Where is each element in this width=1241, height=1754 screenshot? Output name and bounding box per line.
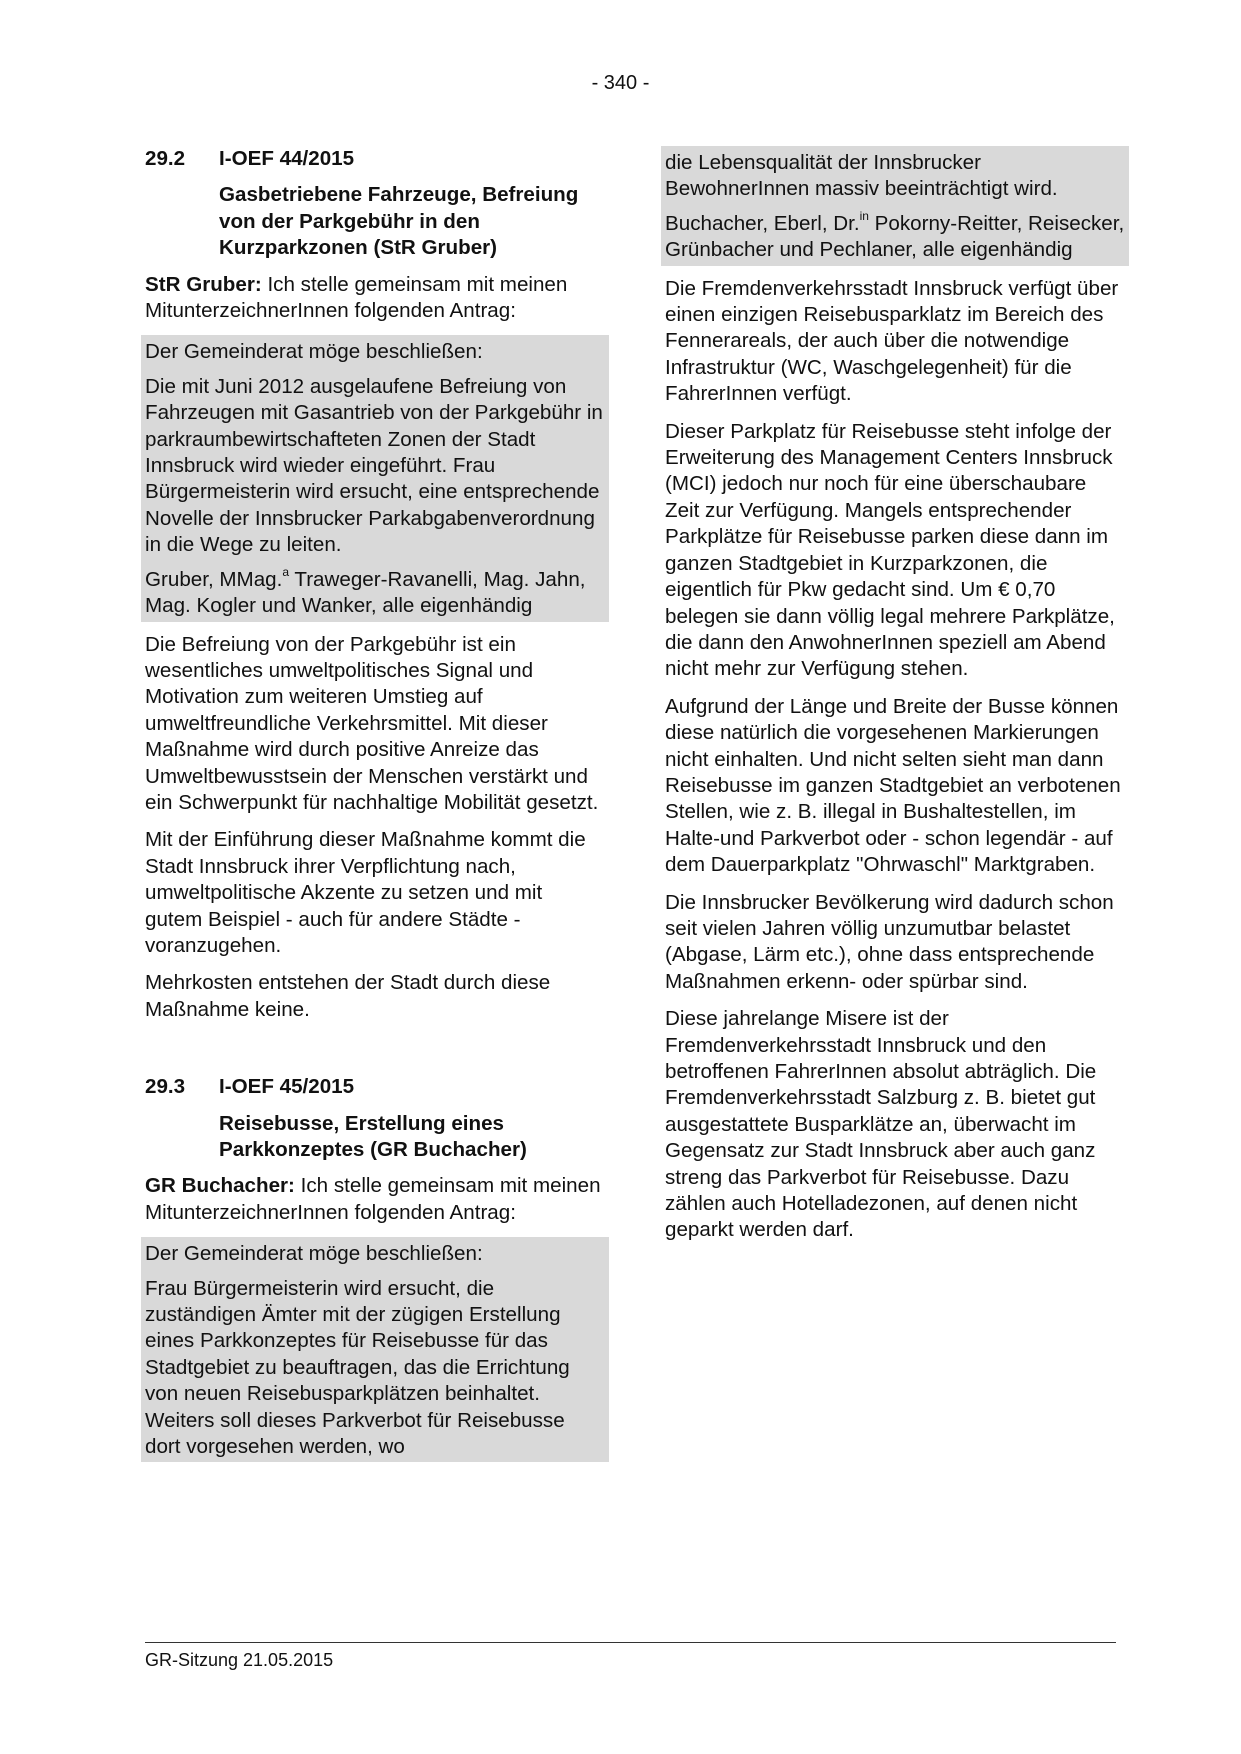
motion-text: Frau Bürgermeisterin wird ersucht, die zuständigen Ämter mit der zügigen Erstellung eines Parkkonzeptes für Reisebusse für das Stadtgebiet zu beauftragen, das die Errichtung von neuen Reisebusparkplätzen beinhaltet. Weiters soll dieses Parkverbot für Reisebusse dort vorgesehen werden, wo <box>145 1276 570 1459</box>
speaker-name: StR Gruber: <box>145 272 262 296</box>
section-code: I-OEF 44/2015 <box>219 147 355 170</box>
motion-head: Der Gemeinderat möge beschließen: <box>145 340 483 364</box>
section-heading-29-2 <box>145 146 605 172</box>
paragraph: Die Innsbrucker Bevölkerung wird dadurch schon seit vielen Jahren völlig unzumutbar belastet (Abgase, Lärm etc.), ohne dass entsprechende Maßnahmen erkenn- oder spürbar sind. <box>665 890 1114 993</box>
left-column <box>145 146 605 1472</box>
paragraph: Die Fremdenverkehrsstadt Innsbruck verfügt über einen einzigen Reisebusparklatz im Bereich des Fennerareals, der auch über die notwendige Infrastruktur (WC, Waschgelegenheit) für die FahrerInnen verfügt. <box>665 276 1119 406</box>
footer-text: GR-Sitzung 21.05.2015 <box>145 1650 334 1670</box>
motion-box <box>141 1237 609 1462</box>
signers: Gruber, MMag.$^a$ Traweger-Ravanelli, Mag. Jahn, Mag. Kogler und Wanker, alle eigenhändig <box>145 564 586 618</box>
motion-box <box>141 335 609 621</box>
section-number: 29.2 <box>145 147 186 170</box>
motion-head: Der Gemeinderat möge beschließen: <box>145 1242 483 1266</box>
section-number: 29.3 <box>145 1075 186 1099</box>
paragraph: Dieser Parkplatz für Reisebusse steht infolge der Erweiterung des Management Centers Innsbruck (MCI) jedoch nur noch für eine überschaubare Zeit zur Verfügung. Mangels entsprechender Parkplätze für Reisebusse parken diese dann im ganzen Stadtgebiet in Kurzparkzonen, die eigentlich für Pkw gedacht sind. Um € 0,70 belegen sie dann völlig legal mehrere Parkplätze, die dann den AnwohnerInnen speziell am Abend nicht mehr zur Verfügung stehen. <box>665 419 1115 681</box>
signers: Buchacher, Eberl, Dr.$^{in}$ Pokorny-Reitter, Reisecker, Grünbacher und Pechlaner, alle eigenhändig <box>665 208 1125 262</box>
speaker-name: GR Buchacher: <box>145 1174 295 1198</box>
right-column <box>665 146 1125 1255</box>
speaker-intro <box>145 272 605 325</box>
paragraph: Die Befreiung von der Parkgebühr ist ein wesentliches umweltpolitisches Signal und Motivation zum weiteren Umstieg auf umweltfreundliche Verkehrsmittel. Mit dieser Maßnahme wird durch positive Anreize das Umweltbewusstsein der Menschen verstärkt und ein Schwerpunkt für nachhaltige Mobilität gesetzt. <box>145 632 599 814</box>
paragraph: Aufgrund der Länge und Breite der Busse können diese natürlich die vorgesehenen Markierungen nicht einhalten. Und nicht selten sieht man dann Reisebusse im ganzen Stadtgebiet an verbotenen Stellen, wie z. B. illegal in Bushaltestellen, im Halte-und Parkverbot oder - schon legendär - auf dem Dauerparkplatz "Ohrwaschl" Marktgraben. <box>665 694 1121 877</box>
paragraph: Mehrkosten entstehen der Stadt durch diese Maßnahme keine. <box>145 971 551 1021</box>
motion-text: Die mit Juni 2012 ausgelaufene Befreiung von Fahrzeugen mit Gasantrieb von der Parkgebühr in parkraumbewirtschafteten Zonen der Stadt Innsbruck wird wieder eingeführt. Frau Bürgermeisterin wird ersucht, eine entsprechende Novelle der Innsbrucker Parkabgabenverordnung in die Wege zu leiten. <box>145 374 603 557</box>
section-heading-29-3 <box>145 1074 605 1100</box>
section-title: Gasbetriebene Fahrzeuge, Befreiung von der Parkgebühr in den Kurzparkzonen (StR Gruber) <box>219 183 579 260</box>
motion-text: die Lebensqualität der Innsbrucker BewohnerInnen massiv beeinträchtigt wird. <box>665 151 1058 201</box>
intro-text: Ich stelle gemeinsam mit meinen MitunterzeichnerInnen folgenden Antrag: <box>145 1174 601 1224</box>
page-number: - 340 - <box>591 72 650 94</box>
section-title: Reisebusse, Erstellung eines Parkkonzeptes (GR Buchacher) <box>219 1111 527 1161</box>
intro-text: Ich stelle gemeinsam mit meinen MitunterzeichnerInnen folgenden Antrag: <box>145 272 568 323</box>
footer-rule <box>145 1642 1116 1643</box>
section-code: I-OEF 45/2015 <box>219 1075 355 1099</box>
motion-box-continued <box>661 146 1129 266</box>
paragraph: Mit der Einführung dieser Maßnahme kommt die Stadt Innsbruck ihrer Verpflichtung nach, umweltpolitische Akzente zu setzen und mit gutem Beispiel - auch für andere Städte - voranzugehen. <box>145 828 586 957</box>
paragraph: Diese jahrelange Misere ist der Fremdenverkehrsstadt Innsbruck und den betroffenen FahrerInnen absolut abträglich. Die Fremdenverkehrsstadt Salzburg z. B. bietet gut ausgestattete Busparklätze an, überwacht im Gegensatz zur Stadt Innsbruck aber auch ganz streng das Parkverbot für Reisebusse. Dazu zählen auch Hotelladezonen, auf denen nicht geparkt werden darf. <box>665 1007 1097 1242</box>
speaker-intro <box>145 1173 605 1226</box>
